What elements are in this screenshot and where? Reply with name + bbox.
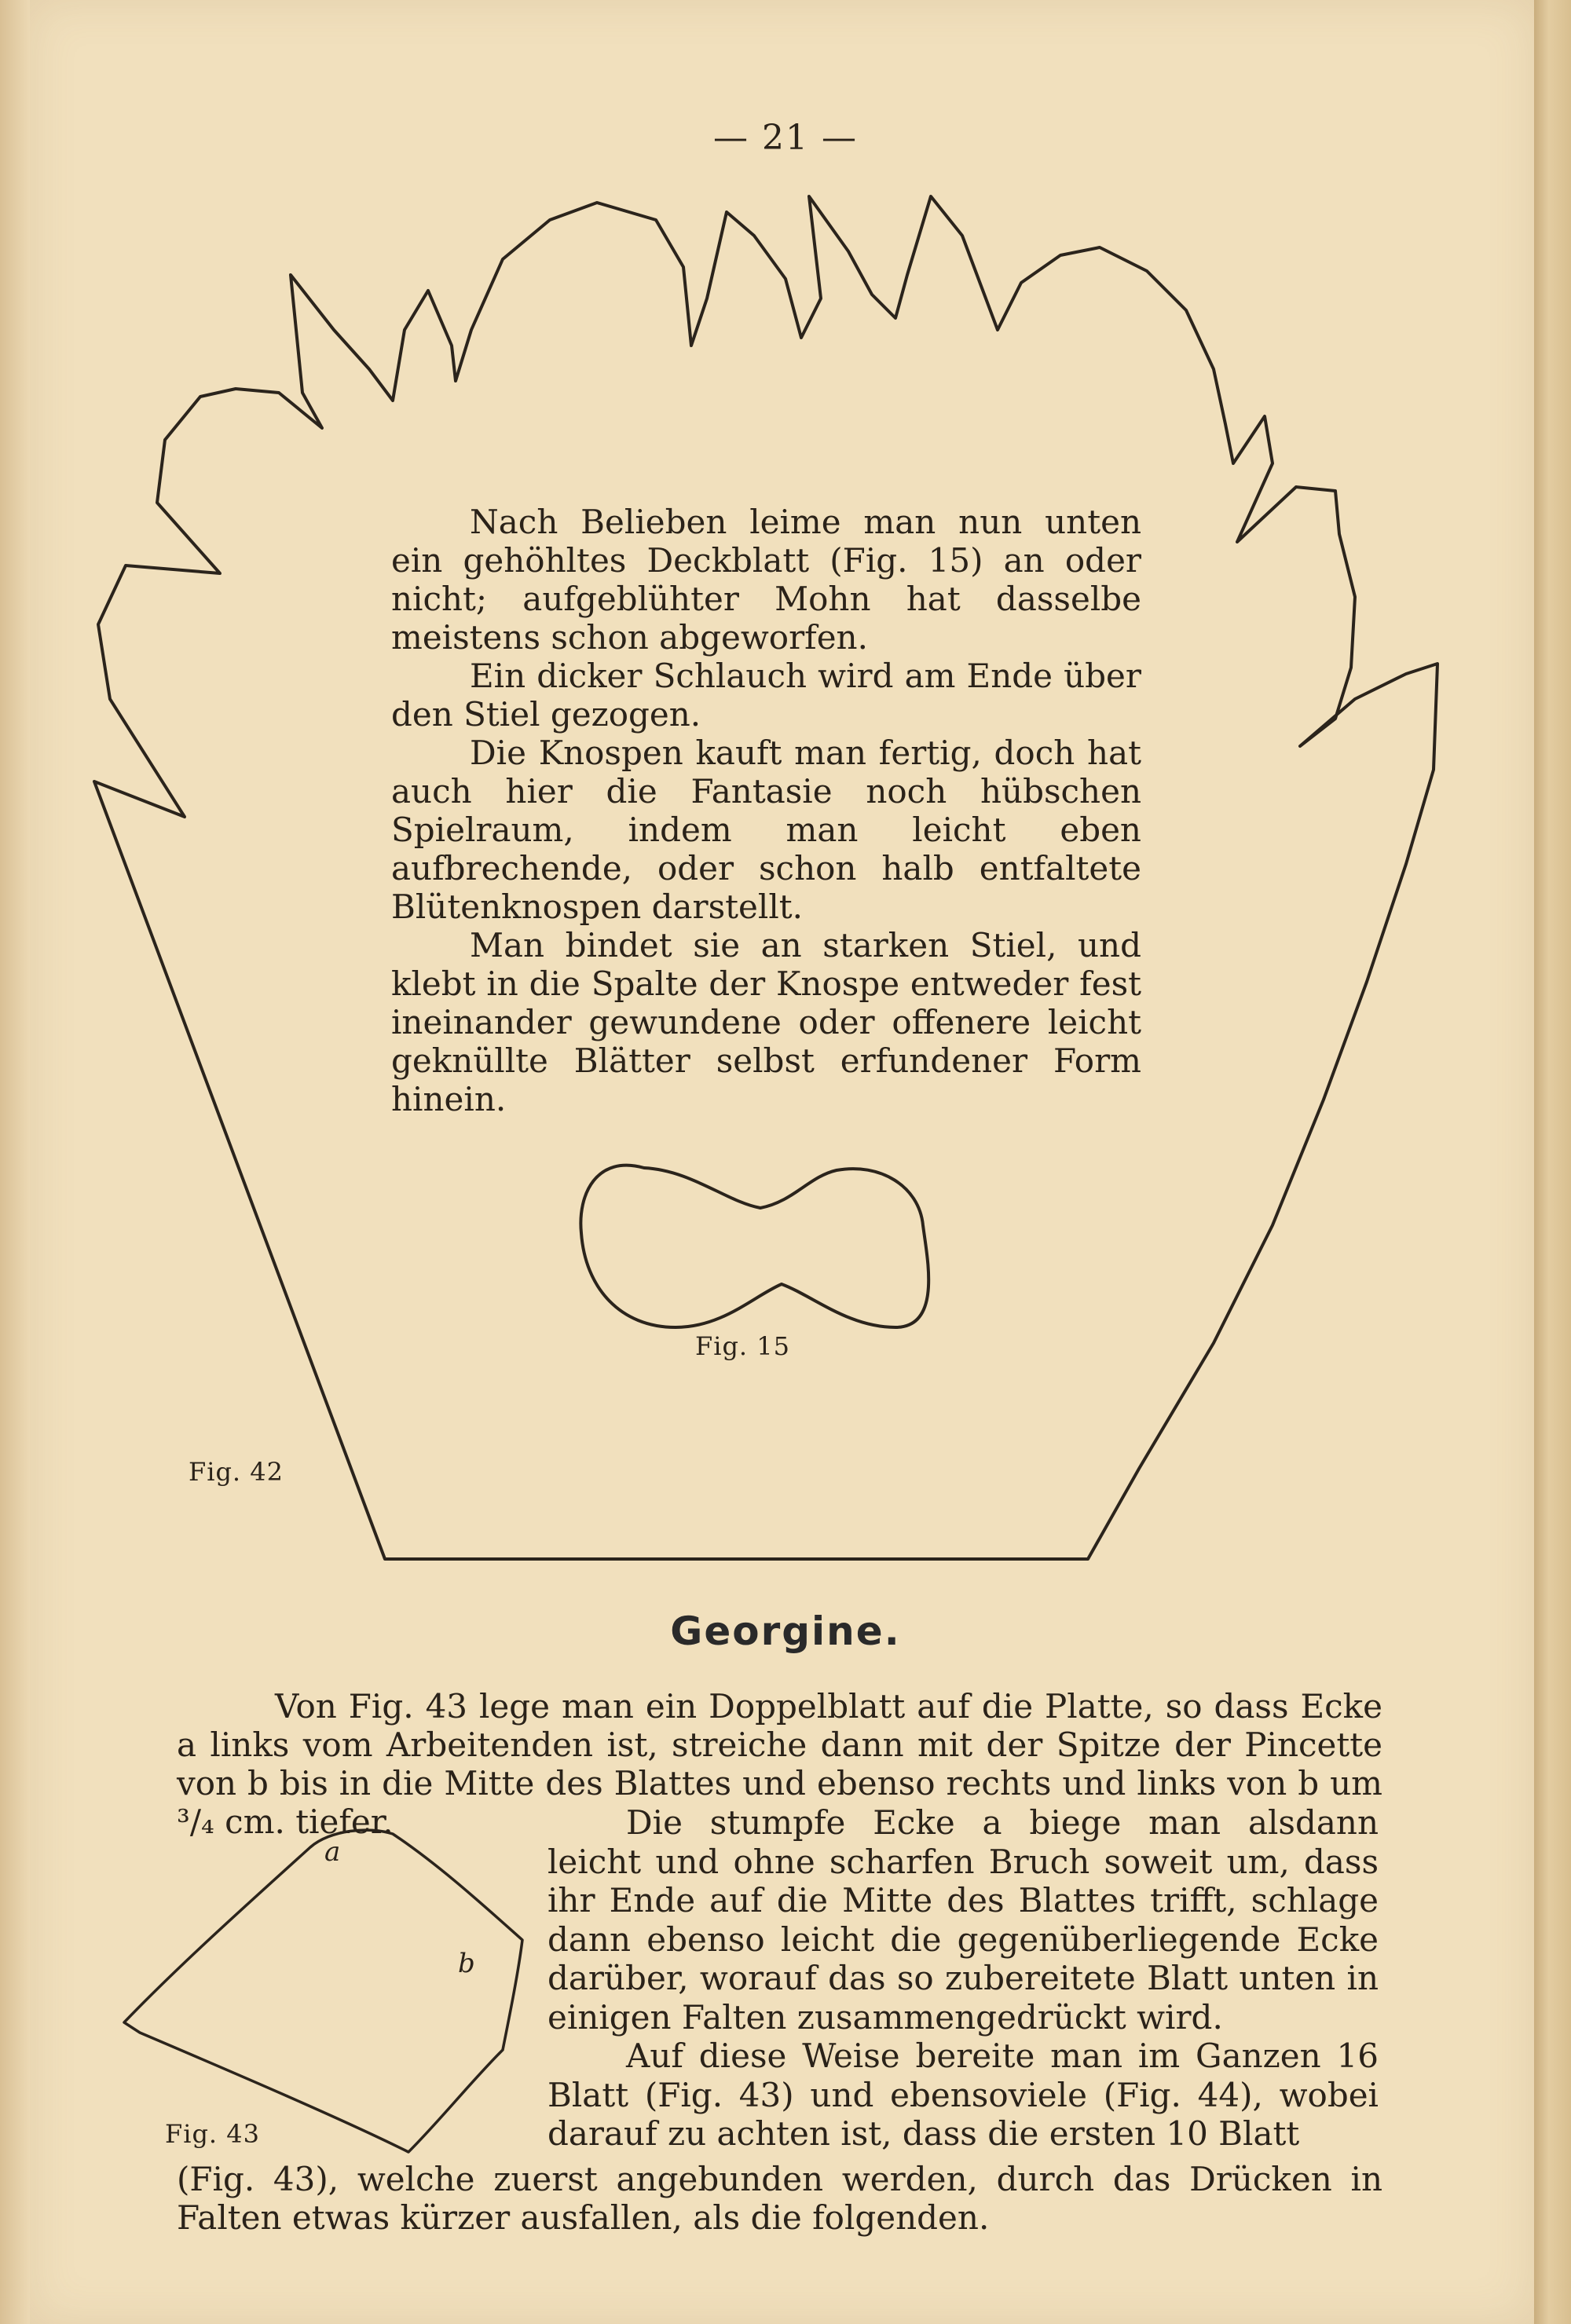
upper-paragraph: Man bindet sie an starken Stiel, und klebt in die Spalte der Knospe entweder fest ineinander gewundene oder offenere leicht geknüllte Blätter selbst erfundener Form hinein. bbox=[391, 926, 1141, 1118]
fig43-leaf-outline bbox=[124, 1830, 522, 2152]
section-heading: Georgine. bbox=[670, 1609, 901, 1654]
section-intro: Von Fig. 43 lege man ein Doppelblatt auf die Platte, so dass Ecke a links vom Arbeitenden ist, streiche dann mit der Spitze der Pincette von b bis in die Mitte des Blattes und ebenso rechts und links von b um ³/₄ cm. tiefer. bbox=[177, 1687, 1382, 1841]
upper-paragraph: Nach Belieben leime man nun unten ein gehöhltes Deckblatt (Fig. 15) an oder nicht; aufgeblühter Mohn hat dasselbe meistens schon abgeworfen. bbox=[391, 503, 1141, 657]
upper-paragraph: Die Knospen kauft man fertig, doch hat auch hier die Fantasie noch hübschen Spielraum, indem man leicht eben aufbrechende, oder schon halb entfaltete Blütenknospen darstellt. bbox=[391, 734, 1141, 926]
fig15-label: Fig. 15 bbox=[695, 1331, 790, 1361]
fig43-letter-b: b bbox=[458, 1948, 475, 1979]
page-number: — 21 — bbox=[713, 118, 858, 158]
fig42-label: Fig. 42 bbox=[189, 1457, 284, 1487]
fig43-label: Fig. 43 bbox=[165, 2119, 260, 2149]
section-closing-block bbox=[177, 2160, 1382, 2237]
section-closing: (Fig. 43), welche zuerst angebunden werden, durch das Drücken in Falten etwas kürzer ausfallen, als die folgenden. bbox=[177, 2160, 1382, 2237]
fig43-letter-a: a bbox=[324, 1836, 341, 1868]
fig15-shape bbox=[580, 1166, 928, 1327]
section-paragraph: Die stumpfe Ecke a biege man alsdann leicht und ohne scharfen Bruch soweit um, dass ihr Ende auf die Mitte des Blattes trifft, schlage dann ebenso leicht die gegenüberliegende Ecke darüber, worauf das so zubereitete Blatt unten in einigen Falten zusammengedrückt wird. bbox=[547, 1803, 1379, 2037]
section-right-block bbox=[547, 1803, 1379, 2154]
section-paragraph: Auf diese Weise bereite man im Ganzen 16 Blatt (Fig. 43) und ebensoviele (Fig. 44), wobei darauf zu achten ist, dass die ersten 10 Blatt bbox=[547, 2037, 1379, 2153]
upper-text-block bbox=[391, 503, 1141, 1118]
upper-paragraph: Ein dicker Schlauch wird am Ende über den Stiel gezogen. bbox=[391, 657, 1141, 734]
